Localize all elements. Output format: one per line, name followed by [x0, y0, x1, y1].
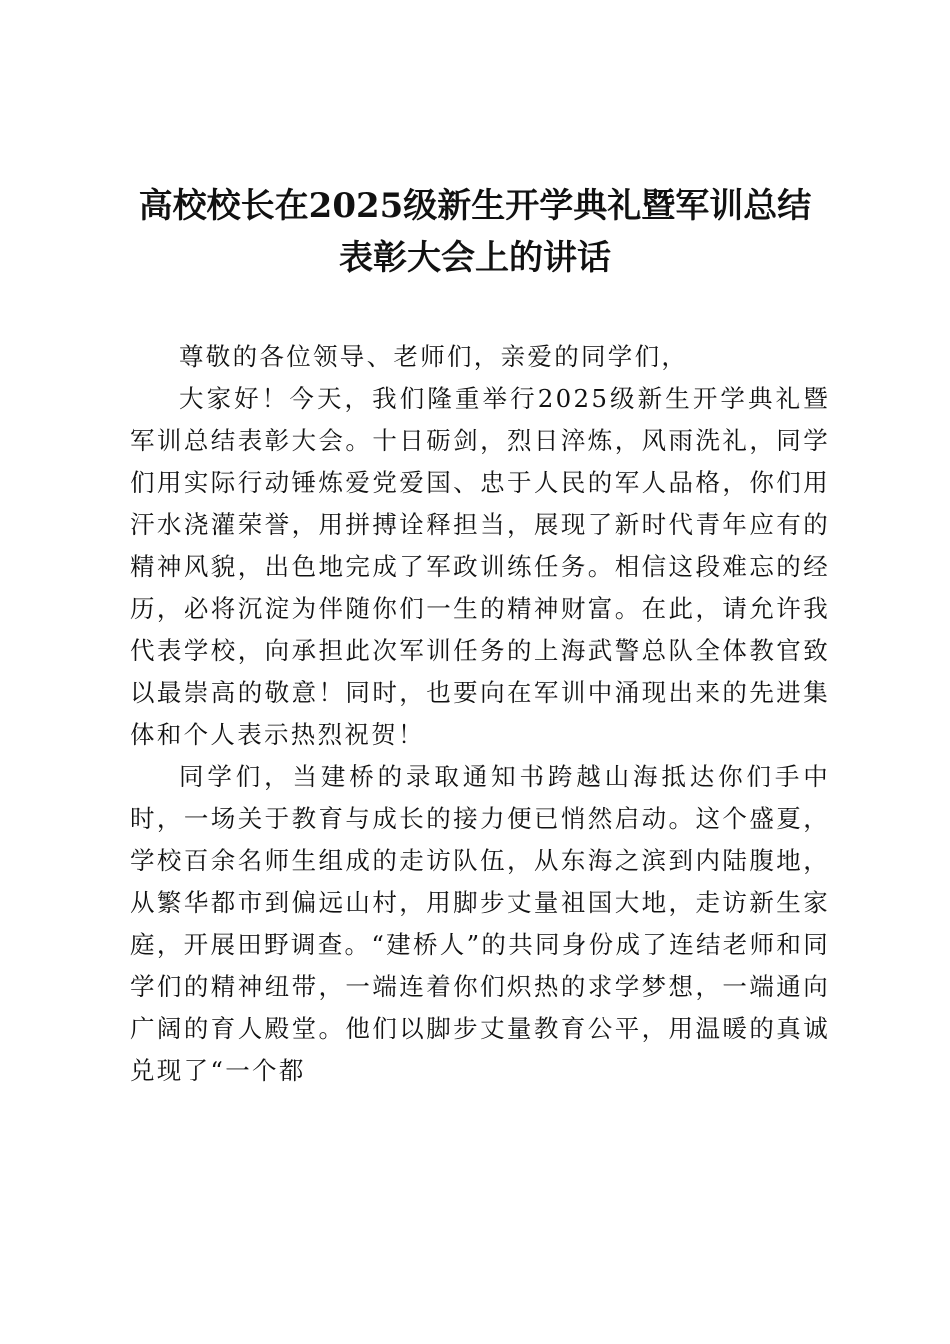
document-title — [110, 180, 840, 284]
body-paragraph: 同学们，当建桥的录取通知书跨越山海抵达你们手中时，一场关于教育与成长的接力便已悄然启动。这个盛夏，学校百余名师生组成的走访队伍，从东海之滨到内陆腹地，从繁华都市到偏远山村，用脚步丈量祖国大地，走访新生家庭，开展田野调查。“建桥人”的共同身份成了连结老师和同学们的精神纽带，一端连着你们炽热的求学梦想，一端通向广阔的育人殿堂。他们以脚步丈量教育公平，用温暖的真诚兑现了“一个都 — [130, 762, 830, 1085]
title-line-2: 表彰大会上的讲话 — [339, 238, 611, 278]
title-line-1: 高校校长在2025级新生开学典礼暨军训总结 — [138, 186, 812, 226]
opening-paragraph: 大家好！今天，我们隆重举行2025级新生开学典礼暨军训总结表彰大会。十日砺剑，烈日淬炼，风雨洗礼，同学们用实际行动锤炼爱党爱国、忠于人民的军人品格，你们用汗水浇灌荣誉，用拼搏诠释担当，展现了新时代青年应有的精神风貌，出色地完成了军政训练任务。相信这段难忘的经历，必将沉淀为伴随你们一生的精神财富。在此，请允许我代表学校，向承担此次军训任务的上海武警总队全体教官致以最崇高的敬意！同时，也要向在军训中涌现出来的先进集体和个人表示热烈祝贺！ — [130, 384, 830, 749]
speech-body — [130, 336, 830, 1092]
salutation-paragraph: 尊敬的各位领导、老师们，亲爱的同学们， — [179, 342, 689, 371]
